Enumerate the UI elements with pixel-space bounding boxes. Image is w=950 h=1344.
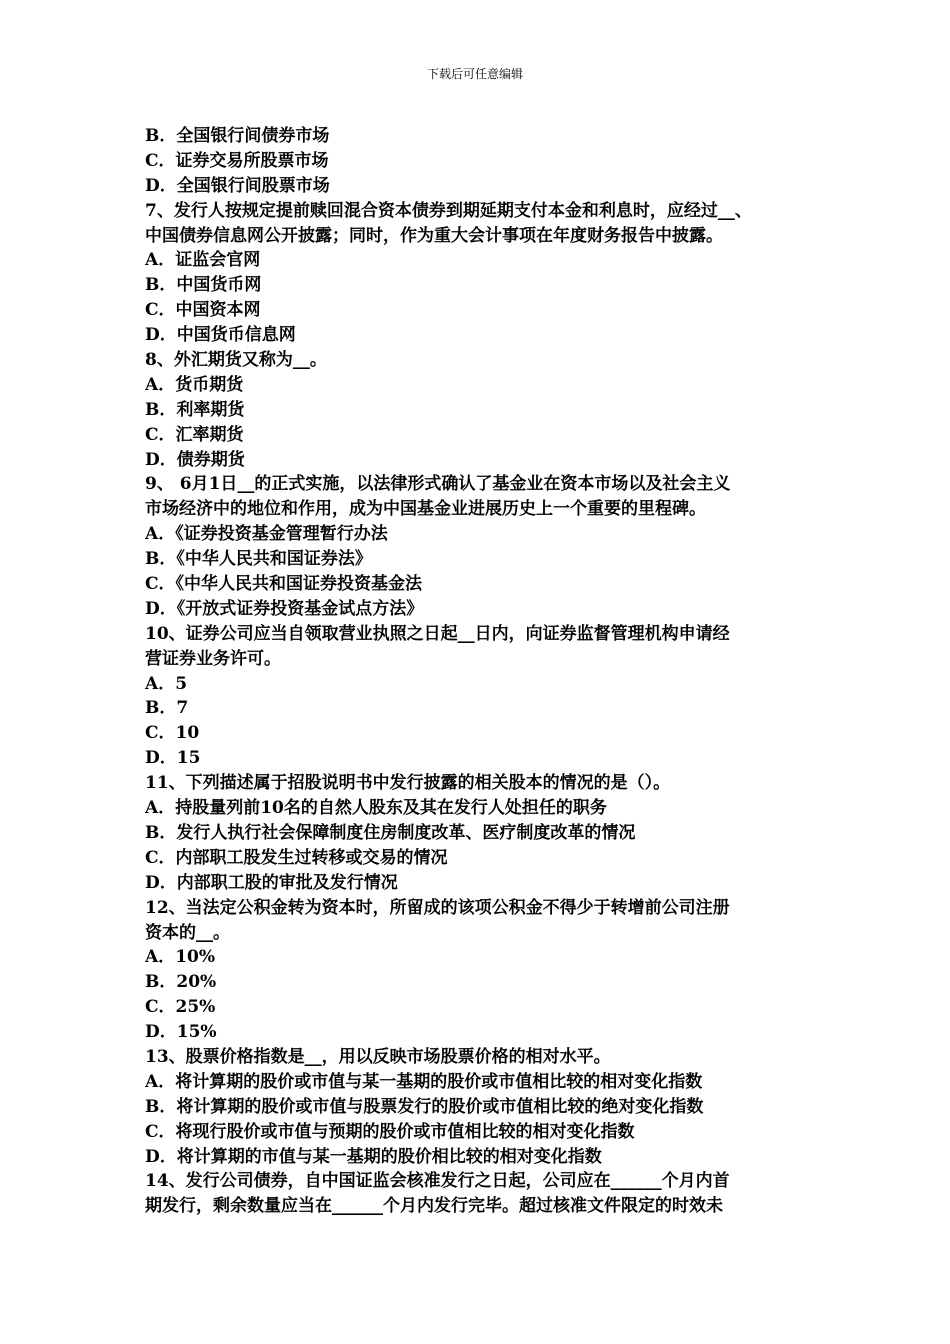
text-line: A．货币期货 — [145, 374, 244, 395]
text-line: 9、 6月1日__的正式实施，以法律形式确认了基金业在资本市场以及社会主义 — [145, 474, 731, 495]
text-line: B．全国银行间债券市场 — [145, 126, 330, 146]
text-line: 13、股票价格指数是__，用以反映市场股票价格的相对水平。 — [145, 1046, 611, 1067]
text-line: B．7 — [145, 698, 189, 719]
text-line: 7、发行人按规定提前赎回混合资本债券到期延期支付本金和利息时，应经过__、 — [145, 200, 752, 221]
text-line: C．25% — [145, 997, 216, 1018]
text-line: D．《开放式证券投资基金试点方法》 — [145, 598, 424, 619]
text-line: A．10% — [145, 947, 216, 968]
text-line: D．将计算期的市值与某一基期的股价相比较的相对变化指数 — [145, 1146, 602, 1167]
text-line: D．15 — [145, 748, 201, 769]
text-line: C．证券交易所股票市场 — [145, 150, 329, 171]
text-line: C．10 — [145, 723, 200, 744]
text-line: A．将计算期的股价或市值与某一基期的股价或市值相比较的相对变化指数 — [145, 1071, 703, 1092]
text-line: C．将现行股价或市值与预期的股价或市值相比较的相对变化指数 — [145, 1121, 635, 1142]
text-line: 12、当法定公积金转为资本时，所留成的该项公积金不得少于转增前公司注册 — [145, 897, 730, 918]
text-line: C．汇率期货 — [145, 424, 244, 445]
text-line: A．证监会官网 — [145, 250, 261, 271]
text-line: B．20% — [145, 972, 217, 993]
text-line: A．持股量列前10名的自然人股东及其在发行人处担任的职务 — [145, 798, 607, 819]
text-line: 中国债券信息网公开披露；同时，作为重大会计事项在年度财务报告中披露。 — [145, 225, 723, 246]
text-line: C．中国资本网 — [145, 300, 261, 321]
text-line: D．中国货币信息网 — [145, 325, 296, 346]
text-line: B．利率期货 — [145, 399, 245, 420]
text-line: 14、发行公司债券，自中国证监会核准发行之日起，公司应在______个月内首 — [145, 1171, 730, 1192]
text-line: D．全国银行间股票市场 — [145, 175, 330, 196]
page-header: 下载后可任意编辑 — [426, 67, 523, 81]
text-line: 10、证券公司应当自领取营业执照之日起__日内，向证券监督管理机构申请经 — [145, 623, 730, 644]
text-line: 期发行，剩余数量应当在______个月内发行完毕。超过核准文件限定的时效未 — [145, 1196, 723, 1217]
text-line: D．债券期货 — [145, 449, 245, 470]
text-line: B．《中华人民共和国证券法》 — [145, 549, 372, 570]
text-line: C．《中华人民共和国证券投资基金法 — [145, 574, 423, 595]
text-line: 市场经济中的地位和作用，成为中国基金业进展历史上一个重要的里程碑。 — [145, 499, 706, 520]
text-line: A．《证券投资基金管理暂行办法 — [145, 524, 388, 545]
text-line: C．内部职工股发生过转移或交易的情况 — [145, 847, 448, 868]
text-line: B．将计算期的股价或市值与股票发行的股价或市值相比较的绝对变化指数 — [145, 1096, 704, 1117]
text-line: 营证券业务许可。 — [145, 648, 281, 669]
text-line: B．发行人执行社会保障制度住房制度改革、医疗制度改革的情况 — [145, 822, 636, 843]
text-line: 8、外汇期货又称为__。 — [145, 350, 327, 371]
text-line: D．内部职工股的审批及发行情况 — [145, 872, 398, 893]
text-line: 11、下列描述属于招股说明书中发行披露的相关股本的情况的是（）。 — [145, 773, 671, 794]
text-line: 资本的__。 — [145, 922, 230, 943]
text-line: B．中国货币网 — [145, 275, 262, 296]
document-body — [145, 124, 810, 1219]
text-line: A．5 — [145, 673, 188, 694]
text-line: D．15% — [145, 1022, 217, 1043]
